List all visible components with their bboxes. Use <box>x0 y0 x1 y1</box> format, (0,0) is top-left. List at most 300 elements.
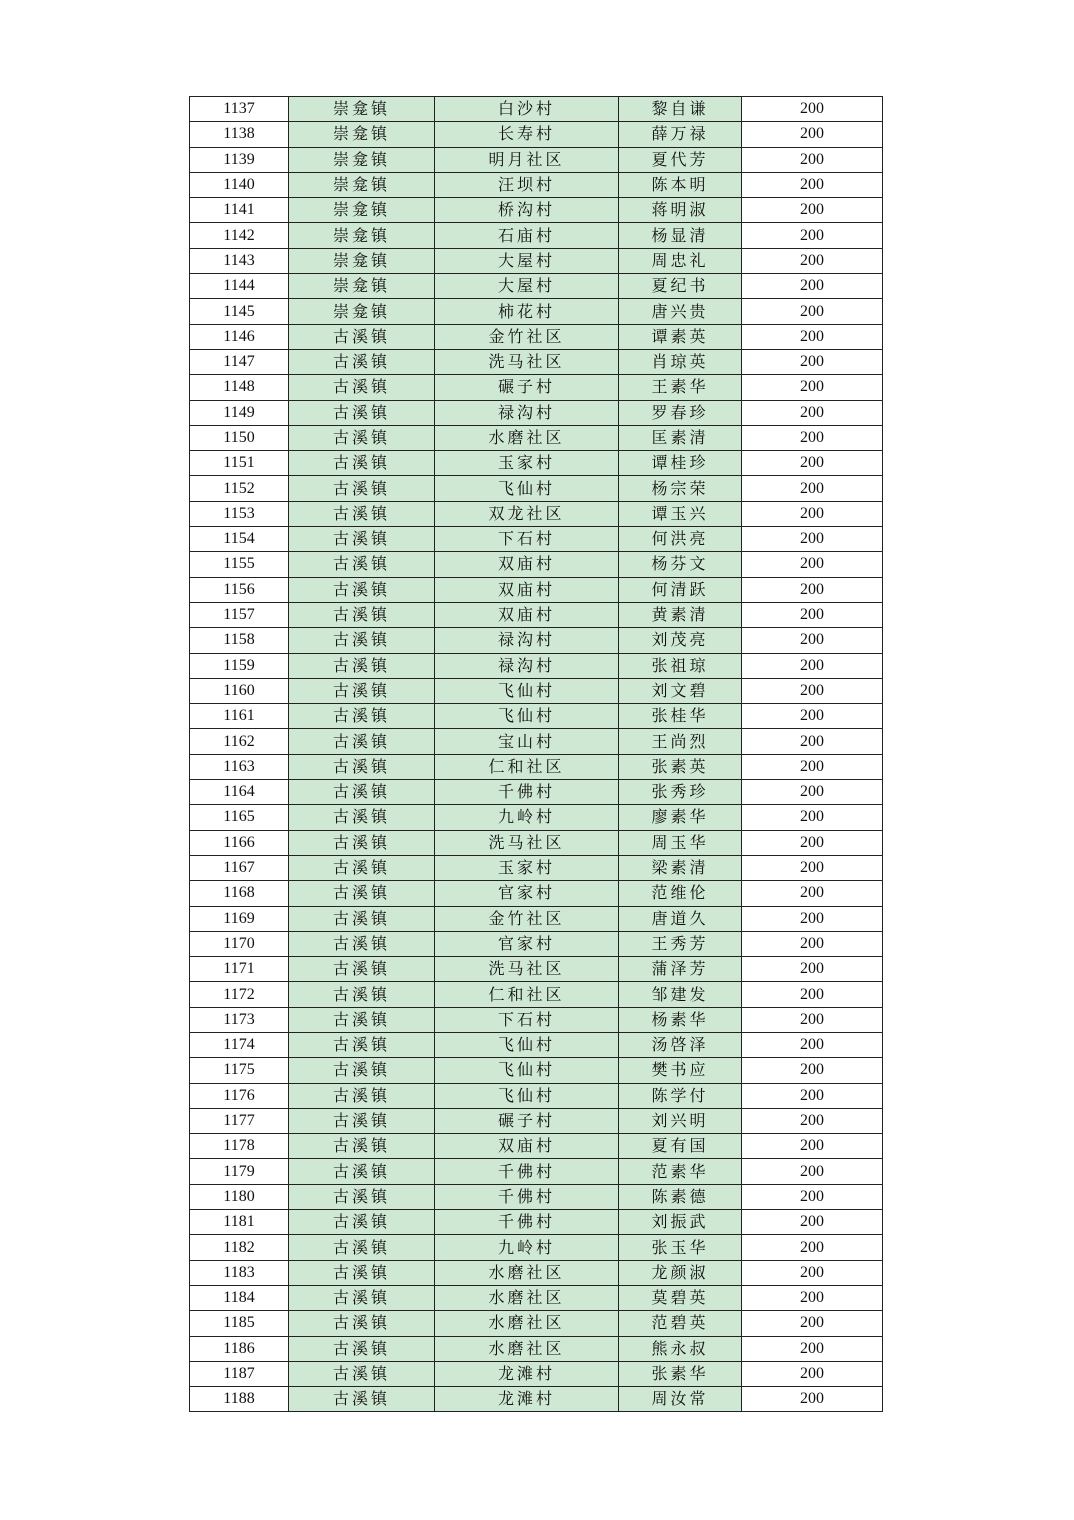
table-row <box>190 805 883 830</box>
town-cell: 崇龛镇 <box>289 172 435 197</box>
person-name-cell: 黄素清 <box>619 602 742 627</box>
table-row <box>190 754 883 779</box>
table-row <box>190 830 883 855</box>
amount-cell: 200 <box>742 400 883 425</box>
person-name-cell: 周汝常 <box>619 1387 742 1412</box>
town-cell: 崇龛镇 <box>289 147 435 172</box>
amount-cell: 200 <box>742 1235 883 1260</box>
village-cell: 洗马社区 <box>435 957 619 982</box>
town-cell: 古溪镇 <box>289 780 435 805</box>
town-cell: 古溪镇 <box>289 704 435 729</box>
table-row <box>190 248 883 273</box>
village-cell: 千佛村 <box>435 780 619 805</box>
person-name-cell: 谭素英 <box>619 324 742 349</box>
amount-cell: 200 <box>742 1108 883 1133</box>
row-number-cell: 1149 <box>190 400 289 425</box>
town-cell: 古溪镇 <box>289 501 435 526</box>
table-row <box>190 729 883 754</box>
village-cell: 双庙村 <box>435 602 619 627</box>
village-cell: 洗马社区 <box>435 349 619 374</box>
village-cell: 水磨社区 <box>435 1260 619 1285</box>
town-cell: 古溪镇 <box>289 931 435 956</box>
town-cell: 古溪镇 <box>289 805 435 830</box>
amount-cell: 200 <box>742 198 883 223</box>
person-name-cell: 谭玉兴 <box>619 501 742 526</box>
row-number-cell: 1180 <box>190 1184 289 1209</box>
row-number-cell: 1137 <box>190 97 289 122</box>
village-cell: 玉家村 <box>435 451 619 476</box>
village-cell: 大屋村 <box>435 274 619 299</box>
amount-cell: 200 <box>742 906 883 931</box>
person-name-cell: 夏代芳 <box>619 147 742 172</box>
row-number-cell: 1162 <box>190 729 289 754</box>
person-name-cell: 杨显清 <box>619 223 742 248</box>
amount-cell: 200 <box>742 274 883 299</box>
person-name-cell: 唐道久 <box>619 906 742 931</box>
table-row <box>190 780 883 805</box>
table-row <box>190 678 883 703</box>
town-cell: 古溪镇 <box>289 678 435 703</box>
amount-cell: 200 <box>742 855 883 880</box>
amount-cell: 200 <box>742 957 883 982</box>
person-name-cell: 杨宗荣 <box>619 476 742 501</box>
person-name-cell: 莫碧英 <box>619 1285 742 1310</box>
village-cell: 宝山村 <box>435 729 619 754</box>
village-cell: 飞仙村 <box>435 1032 619 1057</box>
town-cell: 古溪镇 <box>289 527 435 552</box>
table-row <box>190 400 883 425</box>
person-name-cell: 张玉华 <box>619 1235 742 1260</box>
row-number-cell: 1182 <box>190 1235 289 1260</box>
village-cell: 水磨社区 <box>435 1336 619 1361</box>
amount-cell: 200 <box>742 299 883 324</box>
amount-cell: 200 <box>742 653 883 678</box>
table-row <box>190 1235 883 1260</box>
amount-cell: 200 <box>742 729 883 754</box>
table-row <box>190 881 883 906</box>
town-cell: 古溪镇 <box>289 1336 435 1361</box>
town-cell: 古溪镇 <box>289 1058 435 1083</box>
village-cell: 桥沟村 <box>435 198 619 223</box>
table-row <box>190 172 883 197</box>
table-row <box>190 577 883 602</box>
table-row <box>190 1184 883 1209</box>
person-name-cell: 陈本明 <box>619 172 742 197</box>
town-cell: 古溪镇 <box>289 476 435 501</box>
table-row <box>190 602 883 627</box>
village-cell: 双龙社区 <box>435 501 619 526</box>
amount-cell: 200 <box>742 223 883 248</box>
village-cell: 明月社区 <box>435 147 619 172</box>
town-cell: 崇龛镇 <box>289 122 435 147</box>
amount-cell: 200 <box>742 1361 883 1386</box>
row-number-cell: 1144 <box>190 274 289 299</box>
row-number-cell: 1166 <box>190 830 289 855</box>
table-row <box>190 501 883 526</box>
amount-cell: 200 <box>742 1387 883 1412</box>
amount-cell: 200 <box>742 1285 883 1310</box>
person-name-cell: 汤啓泽 <box>619 1032 742 1057</box>
person-name-cell: 梁素清 <box>619 855 742 880</box>
row-number-cell: 1170 <box>190 931 289 956</box>
town-cell: 古溪镇 <box>289 982 435 1007</box>
village-cell: 飞仙村 <box>435 1058 619 1083</box>
person-name-cell: 廖素华 <box>619 805 742 830</box>
village-cell: 龙滩村 <box>435 1387 619 1412</box>
row-number-cell: 1138 <box>190 122 289 147</box>
village-cell: 九岭村 <box>435 805 619 830</box>
amount-cell: 200 <box>742 881 883 906</box>
amount-cell: 200 <box>742 704 883 729</box>
row-number-cell: 1184 <box>190 1285 289 1310</box>
person-name-cell: 王秀芳 <box>619 931 742 956</box>
row-number-cell: 1188 <box>190 1387 289 1412</box>
amount-cell: 200 <box>742 425 883 450</box>
row-number-cell: 1174 <box>190 1032 289 1057</box>
town-cell: 崇龛镇 <box>289 223 435 248</box>
amount-cell: 200 <box>742 1210 883 1235</box>
row-number-cell: 1146 <box>190 324 289 349</box>
town-cell: 崇龛镇 <box>289 274 435 299</box>
table-row <box>190 1260 883 1285</box>
village-cell: 白沙村 <box>435 97 619 122</box>
amount-cell: 200 <box>742 982 883 1007</box>
row-number-cell: 1164 <box>190 780 289 805</box>
row-number-cell: 1147 <box>190 349 289 374</box>
table-row <box>190 1387 883 1412</box>
town-cell: 古溪镇 <box>289 830 435 855</box>
amount-cell: 200 <box>742 754 883 779</box>
table-row <box>190 299 883 324</box>
town-cell: 古溪镇 <box>289 425 435 450</box>
row-number-cell: 1171 <box>190 957 289 982</box>
row-number-cell: 1183 <box>190 1260 289 1285</box>
row-number-cell: 1178 <box>190 1134 289 1159</box>
amount-cell: 200 <box>742 830 883 855</box>
person-name-cell: 熊永叔 <box>619 1336 742 1361</box>
town-cell: 古溪镇 <box>289 906 435 931</box>
person-name-cell: 杨素华 <box>619 1007 742 1032</box>
village-cell: 碾子村 <box>435 1108 619 1133</box>
row-number-cell: 1169 <box>190 906 289 931</box>
town-cell: 古溪镇 <box>289 1235 435 1260</box>
row-number-cell: 1187 <box>190 1361 289 1386</box>
village-cell: 双庙村 <box>435 552 619 577</box>
amount-cell: 200 <box>742 1159 883 1184</box>
amount-cell: 200 <box>742 97 883 122</box>
person-name-cell: 张素英 <box>619 754 742 779</box>
row-number-cell: 1176 <box>190 1083 289 1108</box>
row-number-cell: 1153 <box>190 501 289 526</box>
amount-cell: 200 <box>742 602 883 627</box>
town-cell: 古溪镇 <box>289 552 435 577</box>
person-name-cell: 肖琼英 <box>619 349 742 374</box>
table-row <box>190 97 883 122</box>
table-row <box>190 957 883 982</box>
village-cell: 金竹社区 <box>435 324 619 349</box>
table-row <box>190 451 883 476</box>
person-name-cell: 刘振武 <box>619 1210 742 1235</box>
person-name-cell: 刘文碧 <box>619 678 742 703</box>
town-cell: 古溪镇 <box>289 451 435 476</box>
person-name-cell: 刘茂亮 <box>619 628 742 653</box>
roster-table <box>189 96 883 1412</box>
amount-cell: 200 <box>742 780 883 805</box>
village-cell: 石庙村 <box>435 223 619 248</box>
village-cell: 长寿村 <box>435 122 619 147</box>
person-name-cell: 陈素德 <box>619 1184 742 1209</box>
person-name-cell: 陈学付 <box>619 1083 742 1108</box>
row-number-cell: 1157 <box>190 602 289 627</box>
town-cell: 崇龛镇 <box>289 97 435 122</box>
person-name-cell: 范碧英 <box>619 1311 742 1336</box>
table-row <box>190 855 883 880</box>
village-cell: 官家村 <box>435 931 619 956</box>
person-name-cell: 邹建发 <box>619 982 742 1007</box>
village-cell: 千佛村 <box>435 1210 619 1235</box>
table-row <box>190 1058 883 1083</box>
village-cell: 仁和社区 <box>435 754 619 779</box>
town-cell: 古溪镇 <box>289 1007 435 1032</box>
village-cell: 九岭村 <box>435 1235 619 1260</box>
amount-cell: 200 <box>742 122 883 147</box>
town-cell: 古溪镇 <box>289 602 435 627</box>
town-cell: 古溪镇 <box>289 729 435 754</box>
amount-cell: 200 <box>742 1311 883 1336</box>
table-row <box>190 704 883 729</box>
row-number-cell: 1142 <box>190 223 289 248</box>
person-name-cell: 王素华 <box>619 375 742 400</box>
table-row <box>190 1032 883 1057</box>
table-row <box>190 653 883 678</box>
row-number-cell: 1168 <box>190 881 289 906</box>
amount-cell: 200 <box>742 349 883 374</box>
row-number-cell: 1140 <box>190 172 289 197</box>
village-cell: 禄沟村 <box>435 400 619 425</box>
amount-cell: 200 <box>742 628 883 653</box>
table-row <box>190 552 883 577</box>
amount-cell: 200 <box>742 1260 883 1285</box>
amount-cell: 200 <box>742 1336 883 1361</box>
row-number-cell: 1159 <box>190 653 289 678</box>
table-row <box>190 1083 883 1108</box>
table-row <box>190 274 883 299</box>
amount-cell: 200 <box>742 451 883 476</box>
town-cell: 古溪镇 <box>289 1032 435 1057</box>
amount-cell: 200 <box>742 1184 883 1209</box>
village-cell: 飞仙村 <box>435 678 619 703</box>
row-number-cell: 1175 <box>190 1058 289 1083</box>
person-name-cell: 王尚烈 <box>619 729 742 754</box>
table-row <box>190 375 883 400</box>
village-cell: 玉家村 <box>435 855 619 880</box>
town-cell: 古溪镇 <box>289 1083 435 1108</box>
village-cell: 双庙村 <box>435 577 619 602</box>
table-row <box>190 476 883 501</box>
village-cell: 禄沟村 <box>435 628 619 653</box>
amount-cell: 200 <box>742 501 883 526</box>
person-name-cell: 周忠礼 <box>619 248 742 273</box>
table-row <box>190 931 883 956</box>
roster-rows <box>190 97 883 1412</box>
village-cell: 飞仙村 <box>435 704 619 729</box>
person-name-cell: 樊书应 <box>619 1058 742 1083</box>
table-row <box>190 223 883 248</box>
village-cell: 飞仙村 <box>435 1083 619 1108</box>
village-cell: 柿花村 <box>435 299 619 324</box>
table-row <box>190 122 883 147</box>
person-name-cell: 范维伦 <box>619 881 742 906</box>
town-cell: 古溪镇 <box>289 1134 435 1159</box>
person-name-cell: 龙颜淑 <box>619 1260 742 1285</box>
town-cell: 崇龛镇 <box>289 299 435 324</box>
amount-cell: 200 <box>742 147 883 172</box>
row-number-cell: 1185 <box>190 1311 289 1336</box>
amount-cell: 200 <box>742 476 883 501</box>
table-row <box>190 1336 883 1361</box>
town-cell: 古溪镇 <box>289 1159 435 1184</box>
amount-cell: 200 <box>742 248 883 273</box>
row-number-cell: 1158 <box>190 628 289 653</box>
row-number-cell: 1161 <box>190 704 289 729</box>
person-name-cell: 夏有国 <box>619 1134 742 1159</box>
table-row <box>190 1108 883 1133</box>
amount-cell: 200 <box>742 375 883 400</box>
table-row <box>190 628 883 653</box>
amount-cell: 200 <box>742 1134 883 1159</box>
table-row <box>190 198 883 223</box>
person-name-cell: 范素华 <box>619 1159 742 1184</box>
row-number-cell: 1155 <box>190 552 289 577</box>
amount-cell: 200 <box>742 324 883 349</box>
row-number-cell: 1145 <box>190 299 289 324</box>
village-cell: 下石村 <box>435 527 619 552</box>
town-cell: 古溪镇 <box>289 1285 435 1310</box>
amount-cell: 200 <box>742 577 883 602</box>
person-name-cell: 唐兴贵 <box>619 299 742 324</box>
table-row <box>190 349 883 374</box>
village-cell: 碾子村 <box>435 375 619 400</box>
town-cell: 古溪镇 <box>289 400 435 425</box>
person-name-cell: 张桂华 <box>619 704 742 729</box>
village-cell: 金竹社区 <box>435 906 619 931</box>
amount-cell: 200 <box>742 931 883 956</box>
row-number-cell: 1148 <box>190 375 289 400</box>
row-number-cell: 1186 <box>190 1336 289 1361</box>
person-name-cell: 何清跃 <box>619 577 742 602</box>
amount-cell: 200 <box>742 1083 883 1108</box>
row-number-cell: 1167 <box>190 855 289 880</box>
town-cell: 崇龛镇 <box>289 198 435 223</box>
town-cell: 古溪镇 <box>289 375 435 400</box>
row-number-cell: 1150 <box>190 425 289 450</box>
town-cell: 古溪镇 <box>289 1108 435 1133</box>
table-row <box>190 1210 883 1235</box>
town-cell: 古溪镇 <box>289 1210 435 1235</box>
person-name-cell: 张祖琼 <box>619 653 742 678</box>
town-cell: 古溪镇 <box>289 349 435 374</box>
person-name-cell: 何洪亮 <box>619 527 742 552</box>
person-name-cell: 罗春珍 <box>619 400 742 425</box>
person-name-cell: 蒋明淑 <box>619 198 742 223</box>
row-number-cell: 1154 <box>190 527 289 552</box>
table-row <box>190 1285 883 1310</box>
row-number-cell: 1160 <box>190 678 289 703</box>
row-number-cell: 1141 <box>190 198 289 223</box>
amount-cell: 200 <box>742 678 883 703</box>
village-cell: 水磨社区 <box>435 425 619 450</box>
person-name-cell: 夏纪书 <box>619 274 742 299</box>
village-cell: 禄沟村 <box>435 653 619 678</box>
village-cell: 双庙村 <box>435 1134 619 1159</box>
village-cell: 下石村 <box>435 1007 619 1032</box>
amount-cell: 200 <box>742 1058 883 1083</box>
table-row <box>190 1159 883 1184</box>
village-cell: 大屋村 <box>435 248 619 273</box>
village-cell: 飞仙村 <box>435 476 619 501</box>
row-number-cell: 1179 <box>190 1159 289 1184</box>
table-row <box>190 527 883 552</box>
person-name-cell: 张素华 <box>619 1361 742 1386</box>
row-number-cell: 1172 <box>190 982 289 1007</box>
table-row <box>190 147 883 172</box>
row-number-cell: 1165 <box>190 805 289 830</box>
table-row <box>190 1361 883 1386</box>
village-cell: 仁和社区 <box>435 982 619 1007</box>
village-cell: 千佛村 <box>435 1159 619 1184</box>
town-cell: 古溪镇 <box>289 324 435 349</box>
town-cell: 古溪镇 <box>289 881 435 906</box>
row-number-cell: 1151 <box>190 451 289 476</box>
amount-cell: 200 <box>742 1007 883 1032</box>
village-cell: 龙滩村 <box>435 1361 619 1386</box>
village-cell: 官家村 <box>435 881 619 906</box>
table-row <box>190 906 883 931</box>
row-number-cell: 1156 <box>190 577 289 602</box>
town-cell: 古溪镇 <box>289 1361 435 1386</box>
town-cell: 古溪镇 <box>289 577 435 602</box>
town-cell: 古溪镇 <box>289 754 435 779</box>
amount-cell: 200 <box>742 552 883 577</box>
village-cell: 洗马社区 <box>435 830 619 855</box>
amount-cell: 200 <box>742 172 883 197</box>
table-row <box>190 1134 883 1159</box>
village-cell: 水磨社区 <box>435 1285 619 1310</box>
person-name-cell: 刘兴明 <box>619 1108 742 1133</box>
person-name-cell: 周玉华 <box>619 830 742 855</box>
village-cell: 水磨社区 <box>435 1311 619 1336</box>
table-row <box>190 425 883 450</box>
town-cell: 古溪镇 <box>289 1260 435 1285</box>
town-cell: 古溪镇 <box>289 628 435 653</box>
table-row <box>190 1311 883 1336</box>
row-number-cell: 1173 <box>190 1007 289 1032</box>
town-cell: 古溪镇 <box>289 957 435 982</box>
row-number-cell: 1139 <box>190 147 289 172</box>
town-cell: 古溪镇 <box>289 1311 435 1336</box>
person-name-cell: 杨芬文 <box>619 552 742 577</box>
person-name-cell: 张秀珍 <box>619 780 742 805</box>
town-cell: 崇龛镇 <box>289 248 435 273</box>
town-cell: 古溪镇 <box>289 1387 435 1412</box>
town-cell: 古溪镇 <box>289 1184 435 1209</box>
village-cell: 千佛村 <box>435 1184 619 1209</box>
town-cell: 古溪镇 <box>289 653 435 678</box>
amount-cell: 200 <box>742 527 883 552</box>
table-row <box>190 324 883 349</box>
table-row <box>190 1007 883 1032</box>
town-cell: 古溪镇 <box>289 855 435 880</box>
